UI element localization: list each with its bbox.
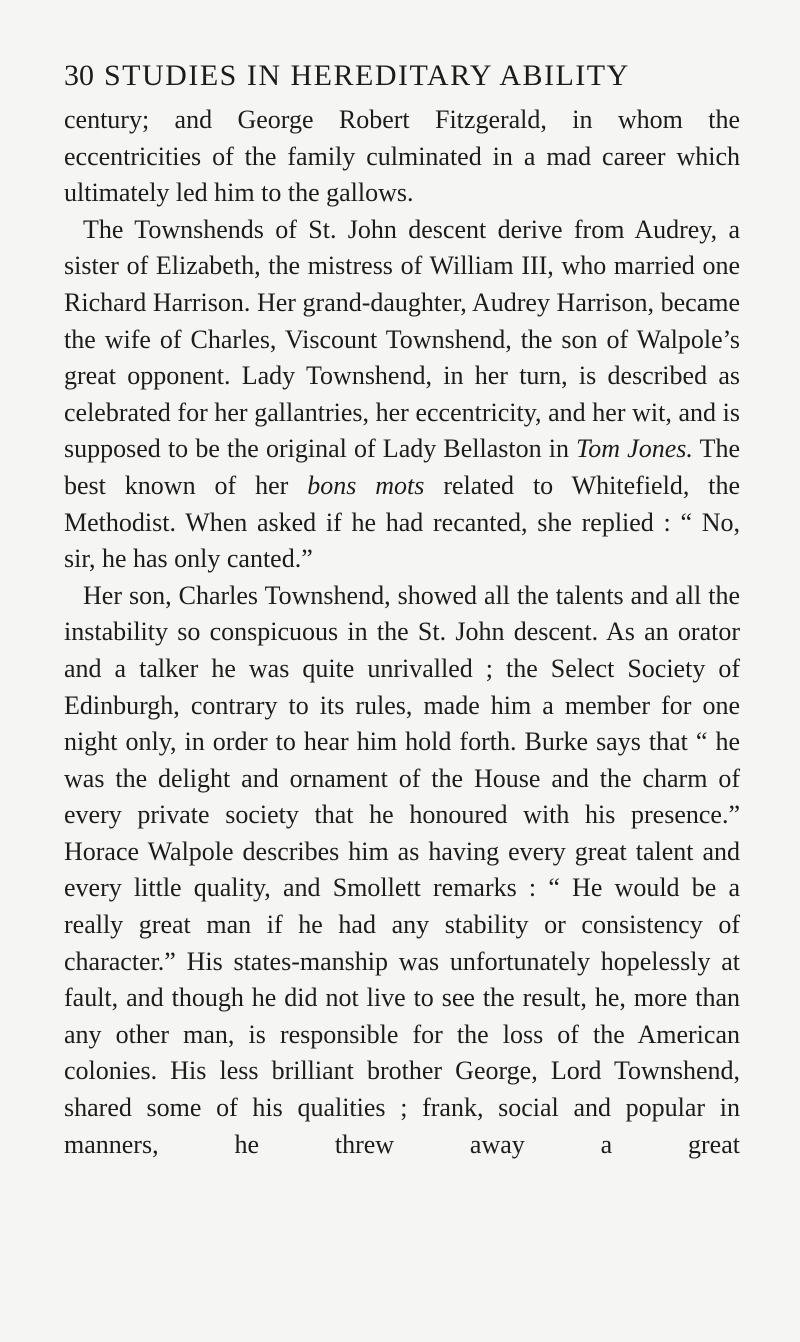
paragraph-2-part-3: related to Whitefield, the Methodist. When asked if he had recanted, she replied : “ No, sir, he has only canted.” xyxy=(64,470,741,574)
paragraph-2-part-2: The best known of her xyxy=(64,434,741,500)
page-number: 30 xyxy=(64,59,94,92)
body-text xyxy=(64,102,740,1163)
running-title: STUDIES IN HEREDITARY ABILITY xyxy=(104,59,630,92)
paragraph-3-text: Her son, Charles Townshend, showed all the talents and all the instability so conspicuous in the St. John descent. As an orator and a talker he was quite unrivalled ; the Select Society of Edinburgh, contrary to its rules, made him a member for one night only, in order to hear him hold forth. Burke says that “ he was the delight and ornament of the House and the charm of every private society that he honoured with his presence.” Horace Walpole describes him as having every great talent and every little quality, and Smollett remarks : “ He would be a really great man if he had any stability or consistency of character.” His states-manship was unfortunately hopelessly at fault, and though he did not live to see the result, he, more than any other man, is responsible for the loss of the American colonies. His less brilliant brother George, Lord Townshend, shared some of his qualities ; frank, social and popular in manners, he threw away a great xyxy=(64,580,740,1159)
running-header xyxy=(64,56,740,102)
paragraph-2-part-1: The Townshends of St. John descent derive from Audrey, a sister of Elizabeth, the mistress of William III, who married one Richard Harrison. Her grand-daughter, Audrey Harrison, became the wife of Charles, Viscount Townshend, the son of Walpole’s great opponent. Lady Townshend, in her turn, is described as celebrated for her gallantries, her eccentricity, and her wit, and is supposed to be the original of Lady Bellaston in xyxy=(64,214,740,464)
paragraph-1-text: century; and George Robert Fitzgerald, in whom the eccentricities of the family culminated in a mad career which ultimately led him to the gallows. xyxy=(64,105,740,208)
paragraph-continuation xyxy=(64,102,740,212)
phrase-bons-mots: bons mots xyxy=(307,470,425,500)
book-title-tom-jones: Tom Jones. xyxy=(576,434,693,464)
paragraph-townshends xyxy=(64,212,740,578)
paragraph-charles-townshend xyxy=(64,578,740,1164)
